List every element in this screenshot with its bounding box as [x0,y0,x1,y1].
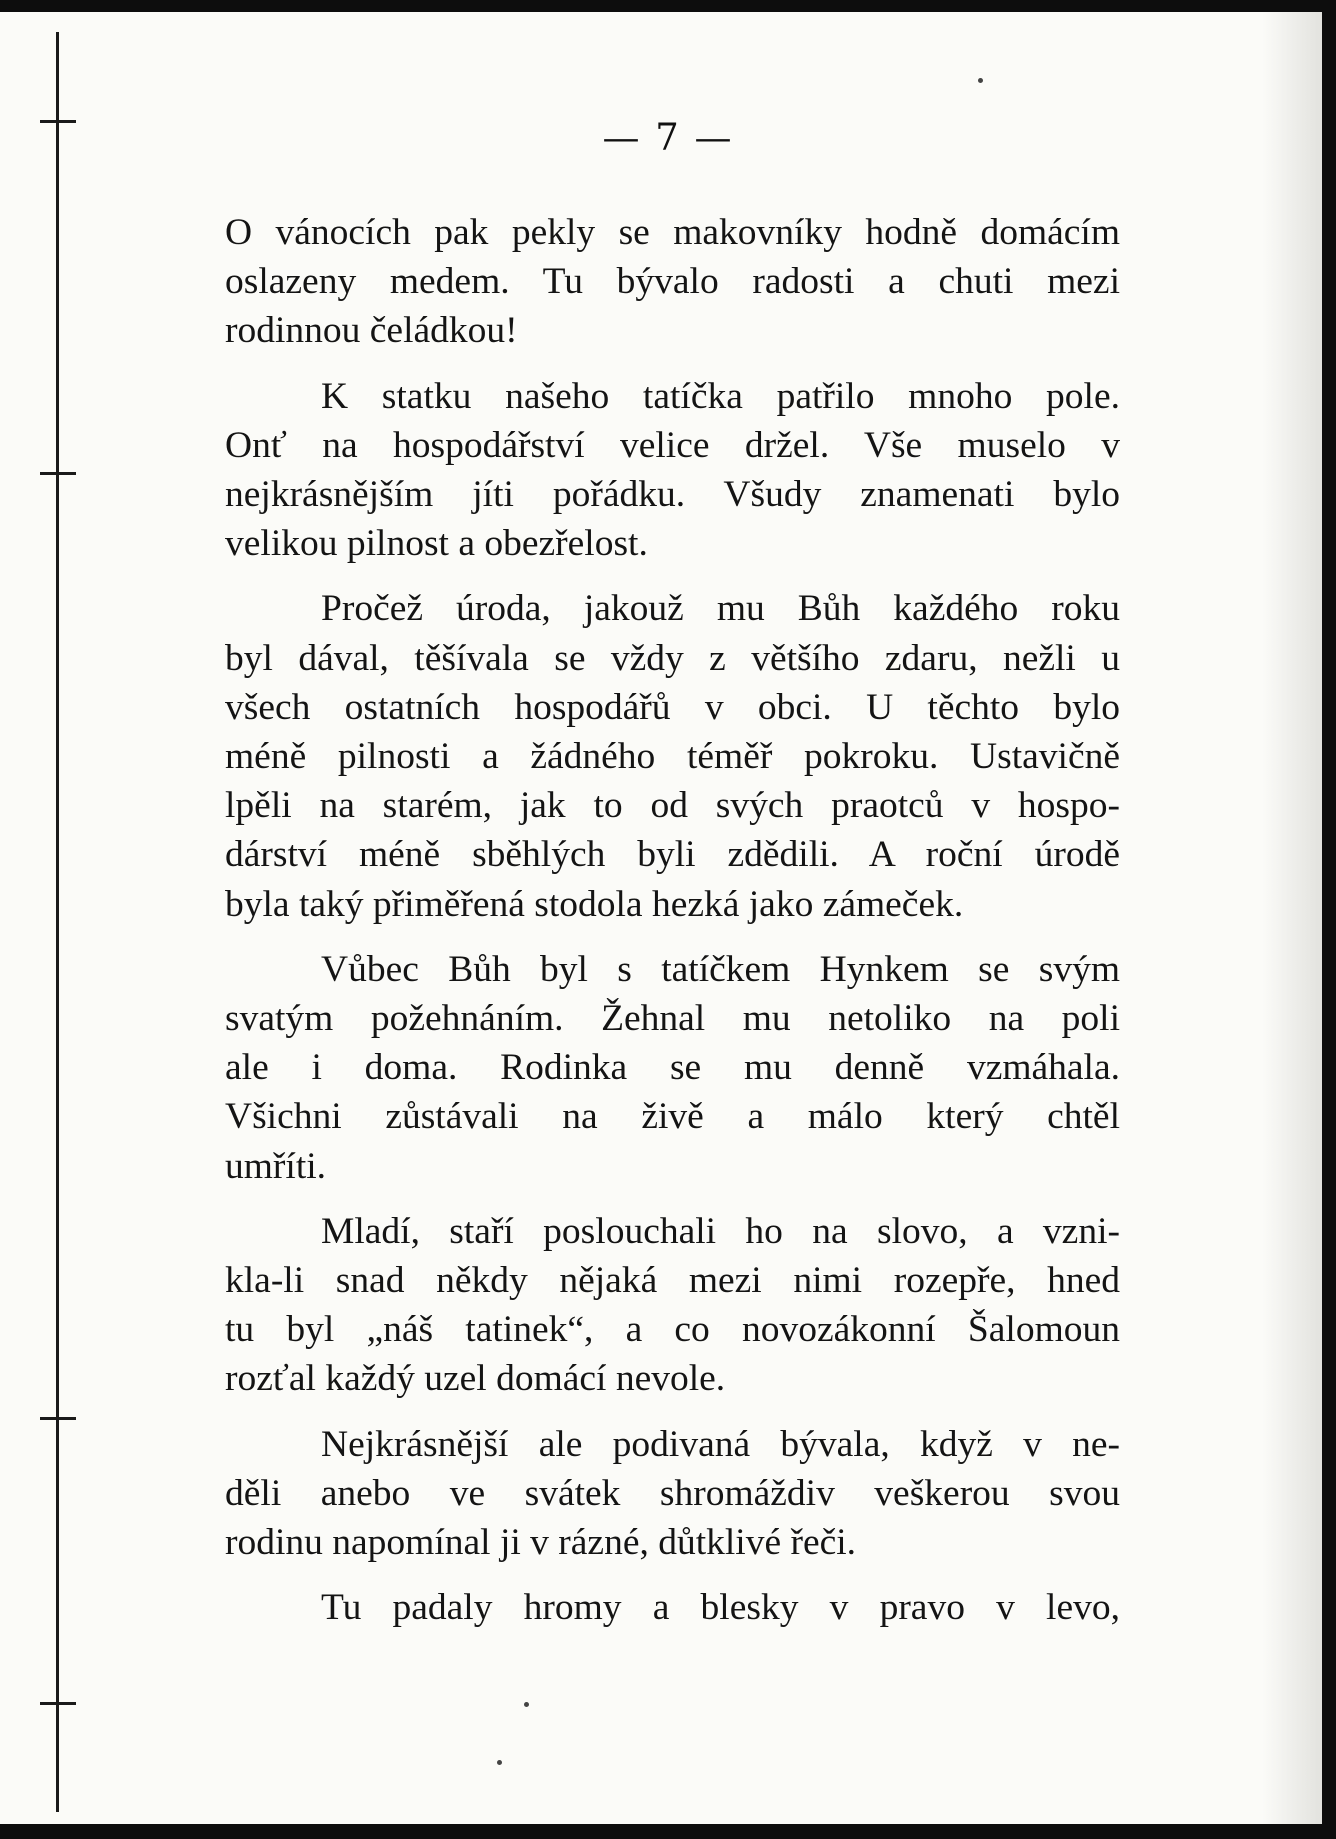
binding-mark [40,472,76,475]
text-line: Mladí, staří poslouchali ho na slovo, a vzni- [321,1210,1120,1252]
paragraph [225,945,1120,1191]
text-line: kla-li snad někdy nějaká mezi nimi rozepře, hned [225,1260,1120,1302]
text-line: Všichni zůstávali na živě a málo který chtěl [225,1096,1120,1138]
text-line: ale i doma. Rodinka se mu denně vzmáhala. [225,1047,1120,1089]
paragraph [225,372,1120,569]
paper-speck [978,78,983,83]
paper-speck [497,1760,502,1765]
text-line: nejkrásnějším jíti pořádku. Všudy znamenati bylo [225,474,1120,516]
text-line: všech ostatních hospodářů v obci. U těchto bylo [225,686,1120,728]
text-line: méně pilnosti a žádného téměř pokroku. Ustavičně [225,736,1120,778]
text-line: K statku našeho tatíčka patřilo mnoho pole. [321,375,1120,417]
text-line: Onť na hospodářství velice držel. Vše muselo v [225,424,1120,466]
text-line: O vánocích pak pekly se makovníky hodně domácím [225,212,1120,253]
text-line: byla taký přiměřená stodola hezká jako zámeček. [225,883,964,925]
page-number: — 7 — [602,116,734,159]
body-text [225,208,1120,1648]
text-line: dárství méně sběhlých byli zdědili. A roční úrodě [225,834,1120,876]
paragraph [225,1583,1120,1632]
text-line: tu byl „náš tatinek“, a co novozákonní Šalomoun [225,1309,1120,1351]
text-line: rodinnou čeládkou! [225,310,518,352]
text-line: umříti. [225,1145,327,1187]
text-line: rozťal každý uzel domácí nevole. [225,1358,726,1400]
text-line: byl dával, těšívala se vždy z většího zdaru, nežli u [225,637,1120,679]
text-line: Pročež úroda, jakouž mu Bůh každého roku [321,588,1120,630]
paragraph [225,1420,1120,1568]
page-edge-shadow [1262,12,1322,1824]
text-line: oslazeny medem. Tu bývalo radosti a chuti mezi [225,261,1120,303]
text-line: rodinu napomínal ji v rázné, důtklivé řeči. [225,1522,857,1564]
text-line: velikou pilnost a obezřelost. [225,523,648,565]
binding-edge [56,32,59,1812]
text-line: Tu padaly hromy a blesky v pravo v levo, [321,1587,1120,1629]
paragraph [225,584,1120,928]
text-line: svatým požehnáním. Žehnal mu netoliko na poli [225,998,1120,1040]
text-line: lpěli na starém, jak to od svých praotců v hospo- [225,785,1120,827]
text-line: Nejkrásnější ale podivaná bývala, když v ne- [321,1423,1120,1465]
text-line: Vůbec Bůh byl s tatíčkem Hynkem se svým [321,948,1120,990]
paper-speck [524,1702,529,1707]
binding-mark [40,1417,76,1420]
text-line: děli anebo ve svátek shromáždiv veškerou svou [225,1472,1120,1514]
binding-mark [40,1702,76,1705]
paragraph [225,1207,1120,1404]
paragraph [225,208,1120,356]
